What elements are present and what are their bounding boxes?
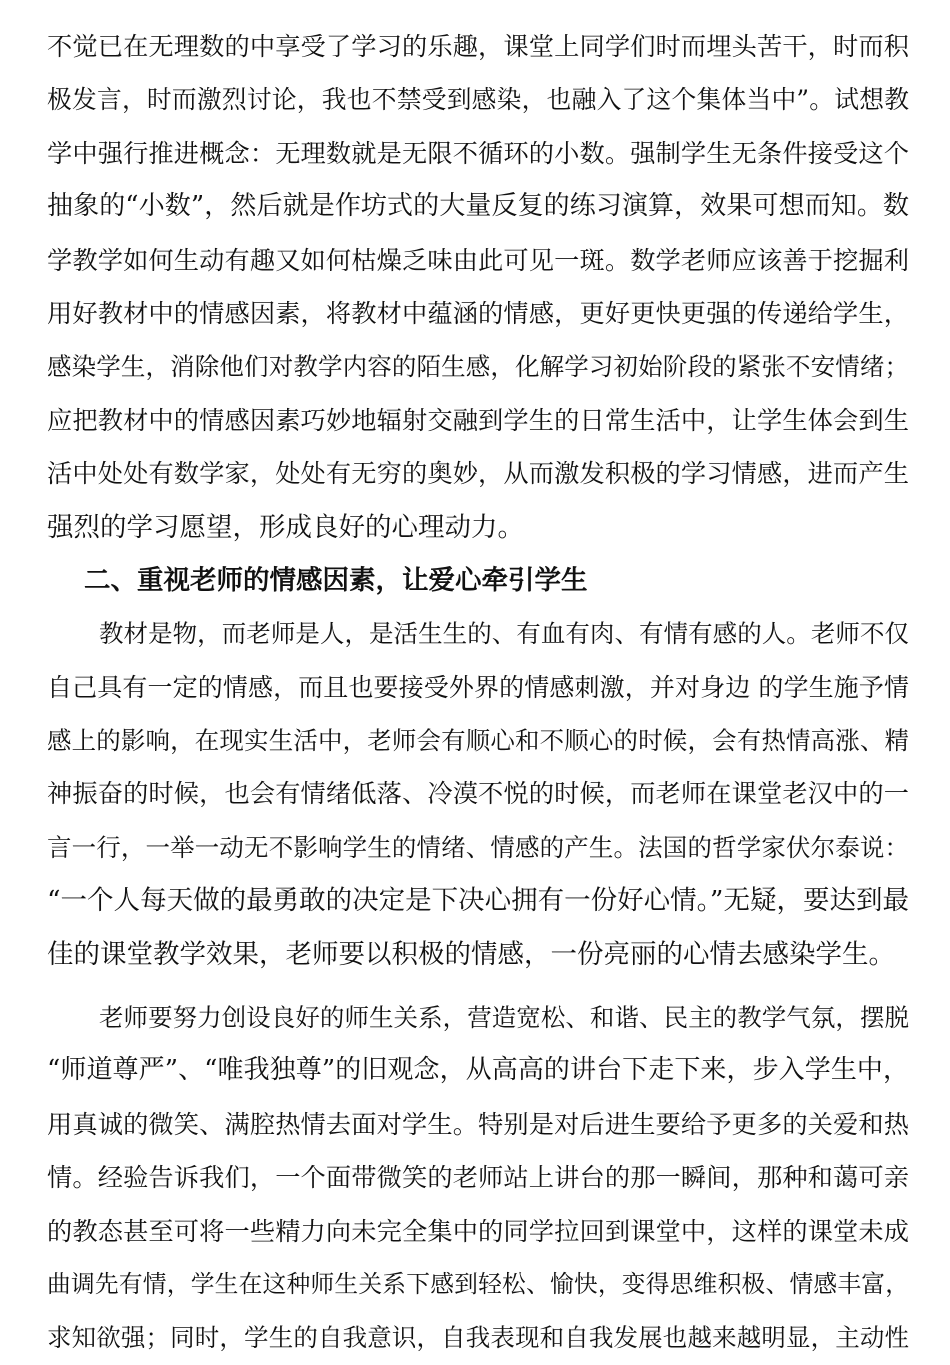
text-line: “一个人每天做的最勇敢的决定是下决心拥有一份好心情。”无疑，要达到最 — [47, 885, 909, 917]
text-line: 感上的影响，在现实生活中，老师会有顺心和不顺心的时候，会有热情高涨、精 — [47, 726, 909, 756]
section-heading: 二、重视老师的情感因素，让爱心牵引学生 — [84, 564, 588, 596]
text-line: 学中强行推进概念：无理数就是无限不循环的小数。强制学生无条件接受这个 — [47, 138, 909, 168]
document-page — [47, 20, 909, 1365]
text-line: 感染学生，消除他们对教学内容的陌生感，化解学习初始阶段的紧张不安情绪； — [47, 352, 909, 382]
text-line: 强烈的学习愿望，形成良好的心理动力。 — [47, 511, 524, 543]
text-line: 情。经验告诉我们，一个面带微笑的老师站上讲台的那一瞬间，那种和蔼可亲 — [47, 1163, 909, 1193]
text-line: 神振奋的时候，也会有情绪低落、冷漠不悦的时候，而老师在课堂老汉中的一 — [47, 779, 909, 809]
text-line: 抽象的“小数”，然后就是作坊式的大量反复的练习演算，效果可想而知。数 — [47, 191, 909, 222]
text-line: 言一行，一举一动无不影响学生的情绪、情感的产生。法国的哲学家伏尔泰说： — [47, 832, 909, 862]
text-line: 曲调先有情，学生在这种师生关系下感到轻松、愉快，变得思维积极、情感丰富， — [47, 1269, 909, 1298]
text-line: “师道尊严”、“唯我独尊”的旧观念，从高高的讲台下走下来，步入学生中， — [47, 1055, 909, 1086]
text-line: 极发言，时而激烈讨论，我也不禁受到感染，也融入了这个集体当中”。试想教 — [47, 85, 909, 115]
paragraph-2 — [47, 607, 909, 981]
text-line: 的教态甚至可将一些精力向未完全集中的同学拉回到课堂中，这样的课堂未成 — [47, 1216, 909, 1246]
paragraph-3 — [47, 991, 909, 1365]
text-line: 不觉已在无理数的中享受了学习的乐趣，课堂上同学们时而埋头苦干，时而积 — [47, 32, 909, 61]
text-line: 佳的课堂教学效果，老师要以积极的情感，一份亮丽的心情去感染学生。 — [47, 938, 895, 970]
paragraph-1 — [47, 20, 909, 554]
text-line: 求知欲强；同时，学生的自我意识，自我表现和自我发展也越来越明显，主动性 — [47, 1323, 909, 1353]
text-line: 教材是物，而老师是人，是活生生的、有血有肉、有情有感的人。老师不仅 — [99, 619, 909, 649]
text-line: 应把教材中的情感因素巧妙地辐射交融到学生的日常生活中，让学生体会到生 — [47, 405, 909, 435]
paragraph-gap — [47, 981, 909, 991]
text-line: 自己具有一定的情感，而且也要接受外界的情感刺激，并对身边 的学生施予情 — [47, 672, 909, 702]
text-line: 用好教材中的情感因素，将教材中蕴涵的情感，更好更快更强的传递给学生， — [47, 298, 909, 328]
text-line: 用真诚的微笑、满腔热情去面对学生。特别是对后进生要给予更多的关爱和热 — [47, 1109, 909, 1139]
text-line: 老师要努力创设良好的师生关系，营造宽松、和谐、民主的教学气氛，摆脱 — [99, 1003, 909, 1033]
text-line: 活中处处有数学家，处处有无穷的奥妙，从而激发积极的学习情感，进而产生 — [47, 459, 909, 489]
text-line: 学教学如何生动有趣又如何枯燥乏味由此可见一斑。数学老师应该善于挖掘利 — [47, 245, 909, 275]
